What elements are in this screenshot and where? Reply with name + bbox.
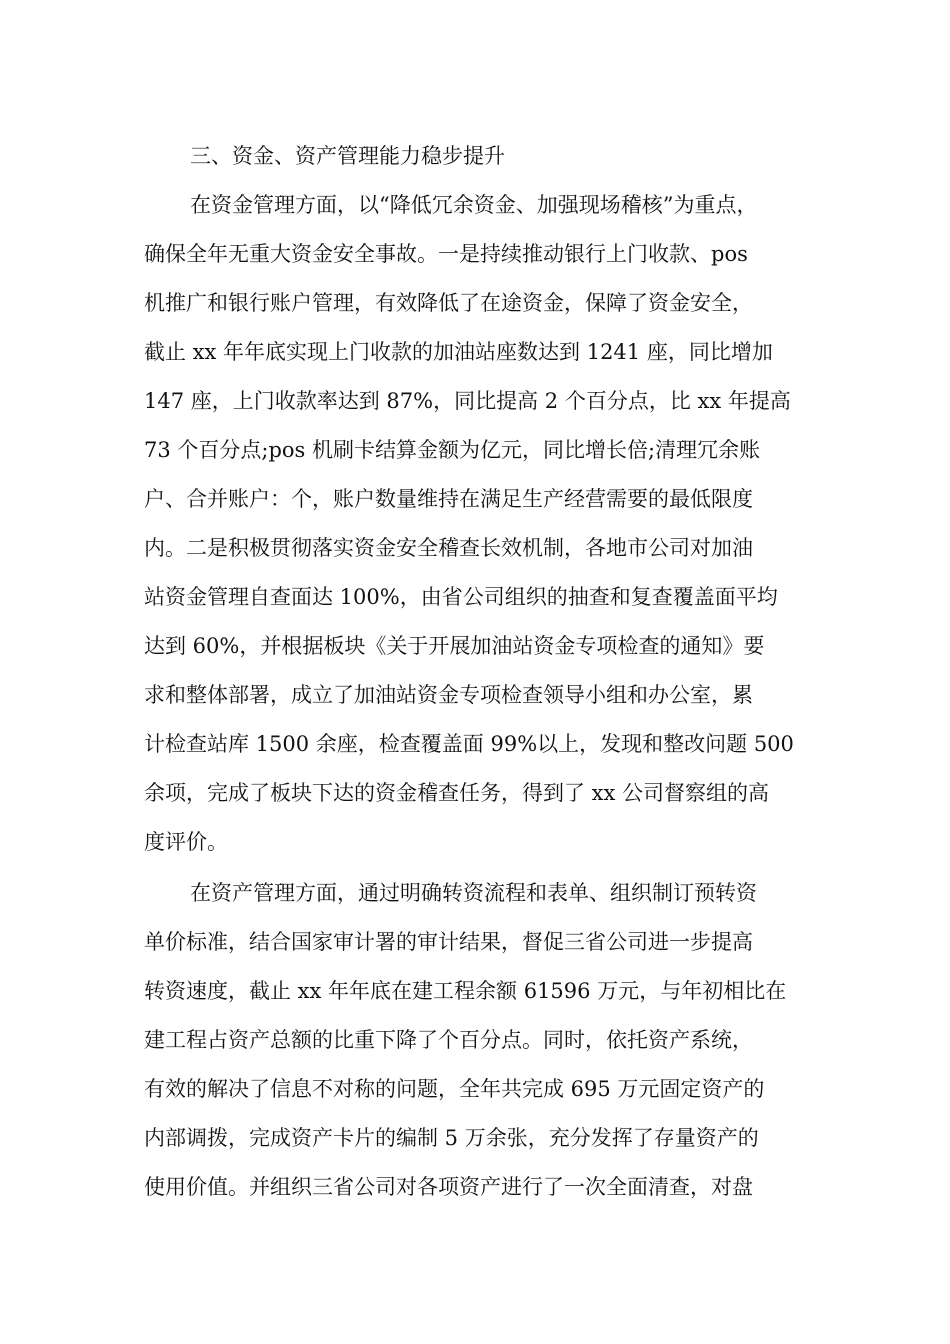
paragraph-1-line-2: 确保全年无重大资金安全事故。一是持续推动银行上门收款、pos: [144, 242, 748, 266]
paragraph-1-line-6: 73 个百分点;pos 机刷卡结算金额为亿元，同比增长倍;清理冗余账: [144, 438, 761, 462]
paragraph-2-line-5: 有效的解决了信息不对称的问题，全年共完成 695 万元固定资产的: [144, 1077, 765, 1101]
paragraph-1-line-7: 户、合并账户：个，账户数量维持在满足生产经营需要的最低限度: [144, 487, 753, 511]
paragraph-1-line-13: 余项，完成了板块下达的资金稽查任务，得到了 xx 公司督察组的高: [144, 781, 770, 805]
paragraph-1-line-9: 站资金管理自查面达 100%，由省公司组织的抽查和复查覆盖面平均: [144, 585, 778, 609]
paragraph-2-line-2: 单价标准，结合国家审计署的审计结果，督促三省公司进一步提高: [144, 930, 753, 954]
paragraph-1-line-12: 计检查站库 1500 余座，检查覆盖面 99%以上，发现和整改问题 500: [144, 732, 794, 756]
paragraph-1-line-14: 度评价。: [144, 830, 228, 854]
paragraph-1-line-4: 截止 xx 年年底实现上门收款的加油站座数达到 1241 座，同比增加: [144, 340, 773, 364]
paragraph-2-line-3: 转资速度，截止 xx 年年底在建工程余额 61596 万元，与年初相比在: [144, 979, 787, 1003]
section-heading: 三、资金、资产管理能力稳步提升: [190, 144, 505, 168]
paragraph-1-line-11: 求和整体部署，成立了加油站资金专项检查领导小组和办公室，累: [144, 683, 753, 707]
paragraph-2-line-7: 使用价值。并组织三省公司对各项资产进行了一次全面清查，对盘: [144, 1175, 753, 1199]
paragraph-2-line-6: 内部调拨，完成资产卡片的编制 5 万余张，充分发挥了存量资产的: [144, 1126, 759, 1150]
paragraph-2-line-1: 在资产管理方面，通过明确转资流程和表单、组织制订预转资: [190, 881, 757, 905]
paragraph-1-line-1: 在资金管理方面，以“降低冗余资金、加强现场稽核”为重点，: [190, 193, 758, 217]
paragraph-1-line-10: 达到 60%，并根据板块《关于开展加油站资金专项检查的通知》要: [144, 634, 765, 658]
paragraph-1-line-5: 147 座，上门收款率达到 87%，同比提高 2 个百分点，比 xx 年提高: [144, 389, 791, 413]
paragraph-2-line-4: 建工程占资产总额的比重下降了个百分点。同时，依托资产系统，: [144, 1028, 753, 1052]
paragraph-1-line-8: 内。二是积极贯彻落实资金安全稽查长效机制，各地市公司对加油: [144, 536, 753, 560]
paragraph-1-line-3: 机推广和银行账户管理，有效降低了在途资金，保障了资金安全，: [144, 291, 753, 315]
